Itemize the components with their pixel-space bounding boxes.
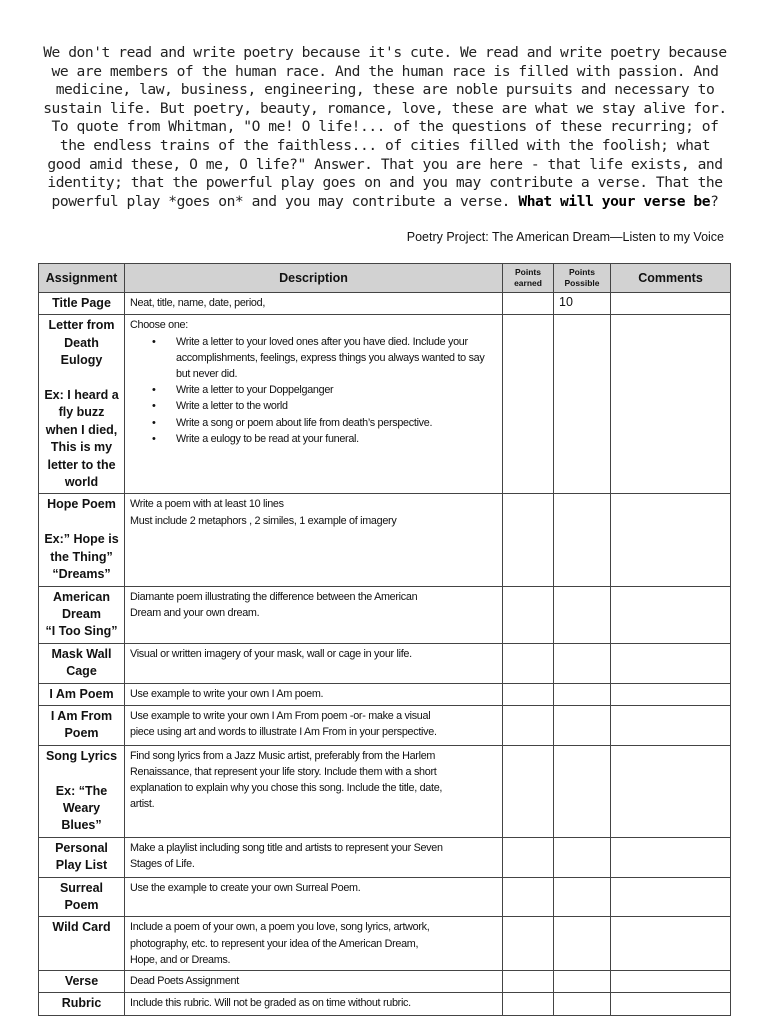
description-cell	[125, 917, 503, 971]
points-earned-cell	[503, 917, 554, 971]
points-possible-cell	[554, 917, 611, 971]
assignment-line: fly buzz	[58, 405, 105, 420]
points-earned-cell	[503, 745, 554, 837]
assignment-line: Song Lyrics	[45, 748, 118, 763]
project-title: Poetry Project: The American Dream—Listen to my Voice	[406, 230, 724, 244]
points-earned-cell	[503, 293, 554, 315]
assignment-cell	[39, 745, 125, 837]
assignment-line: the Thing”	[50, 549, 113, 564]
description-line: Include a poem of your own, a poem you love, song lyrics, artwork,	[130, 921, 430, 934]
description-cell	[125, 586, 503, 643]
table-row	[39, 643, 731, 683]
description-line: Visual or written imagery of your mask, wall or cage in your life.	[130, 647, 412, 660]
points-possible-cell	[554, 705, 611, 745]
points-possible-cell	[554, 877, 611, 917]
comments-cell	[611, 586, 731, 643]
table-row	[39, 293, 731, 315]
description-line: Diamante poem illustrating the difference between the American	[130, 590, 418, 603]
assignment-line: Surreal	[59, 880, 104, 895]
description-cell	[125, 745, 503, 837]
assignment-line: Wild Card	[52, 920, 111, 935]
assignment-line: Rubric	[61, 996, 102, 1011]
description-line: Make a playlist including song title and artists to represent your Seven	[130, 841, 443, 854]
description-cell	[125, 494, 503, 586]
description-line: Hope, and or Dreams.	[130, 953, 231, 966]
comments-cell	[611, 877, 731, 917]
comments-cell	[611, 837, 731, 877]
assignment-cell	[39, 971, 125, 993]
assignment-line: Eulogy	[60, 353, 103, 368]
header-description: Description	[125, 264, 503, 293]
comments-cell	[611, 293, 731, 315]
description-cell	[125, 293, 503, 315]
assignment-cell	[39, 643, 125, 683]
points-earned-cell	[503, 494, 554, 586]
assignment-cell	[39, 315, 125, 494]
assignment-line: Hope Poem	[47, 497, 116, 512]
description-cell	[125, 315, 503, 494]
assignment-line: “Dreams”	[52, 567, 111, 582]
points-earned-cell	[503, 993, 554, 1015]
assignment-cell	[39, 993, 125, 1015]
assignment-line: Ex: “The	[55, 783, 108, 798]
assignment-cell	[39, 293, 125, 315]
table-row	[39, 494, 731, 586]
points-earned-cell	[503, 971, 554, 993]
table-row	[39, 993, 731, 1015]
assignment-line: Cage	[66, 664, 97, 679]
table-row	[39, 683, 731, 705]
points-earned-cell	[503, 643, 554, 683]
points-earned-cell	[503, 837, 554, 877]
description-cell	[125, 971, 503, 993]
description-line: Choose one:	[130, 319, 188, 332]
points-earned-cell	[503, 683, 554, 705]
comments-cell	[611, 917, 731, 971]
comments-cell	[611, 683, 731, 705]
assignment-line: Mask Wall	[51, 646, 112, 661]
assignment-cell	[39, 683, 125, 705]
quote-question-mark: ?	[710, 192, 719, 210]
assignment-line: I Am Poem	[49, 686, 114, 701]
comments-cell	[611, 494, 731, 586]
description-cell	[125, 993, 503, 1015]
table-row	[39, 705, 731, 745]
assignment-line: world	[64, 475, 99, 490]
table-row	[39, 917, 731, 971]
assignment-line: American	[53, 589, 110, 604]
assignment-line: Ex: I heard a	[44, 388, 119, 403]
quote-closing-question: What will your verse be	[518, 192, 711, 210]
table-row	[39, 877, 731, 917]
choice-list	[130, 334, 497, 447]
assignment-line: Dream	[62, 606, 101, 621]
assignment-line: Ex:” Hope is	[44, 532, 119, 547]
assignment-line: Blues”	[61, 818, 102, 833]
assignment-cell	[39, 837, 125, 877]
comments-cell	[611, 993, 731, 1015]
description-line: Find song lyrics from a Jazz Music artist, preferably from the Harlem	[130, 749, 436, 762]
description-line: explanation to explain why you chose this song. Include the title, date,	[130, 782, 443, 795]
assignment-line: “I Too Sing”	[45, 624, 118, 639]
assignment-cell	[39, 705, 125, 745]
assignment-line	[44, 514, 119, 531]
assignment-line: Personal	[55, 840, 108, 855]
assignment-cell	[39, 877, 125, 917]
points-earned-cell	[503, 586, 554, 643]
assignment-line: Verse	[64, 974, 99, 989]
description-cell	[125, 705, 503, 745]
rubric-body	[39, 293, 731, 1016]
choice-item: • Write a letter to your Doppelganger	[130, 382, 497, 398]
table-row	[39, 315, 731, 494]
description-line: Write a poem with at least 10 lines	[130, 498, 284, 511]
description-line: Renaissance, that represent your life story. Include them with a short	[130, 765, 437, 778]
rubric-table	[38, 263, 731, 1016]
table-row	[39, 586, 731, 643]
assignment-line: Death	[64, 335, 99, 350]
points-earned-cell	[503, 705, 554, 745]
description-line: Use the example to create your own Surreal Poem.	[130, 881, 361, 894]
choice-item: • Write a song or poem about life from death’s perspective.	[130, 415, 497, 431]
assignment-line: letter to the	[47, 457, 116, 472]
description-line: Must include 2 metaphors , 2 similes, 1 example of imagery	[130, 514, 397, 527]
points-possible-cell	[554, 745, 611, 837]
description-line: Dream and your own dream.	[130, 606, 260, 619]
quote-text: We don't read and write poetry because it's cute. We read and write poetry because we are members of the human race. And the human race is filled with passion. And medicine, law, business, engineering, these are noble pursuits and necessary to sustain life. But poetry, beauty, romance, love, these are what we stay alive for. To quote from Whitman, "O me! O life!... of the questions of these recurring; of the endless trains of the faithless... of cities filled with the foolish; what good amid these, O me, O life?" Answer. That you are here - that life exists, and identity; that the powerful play goes on and you may contribute a verse. That the powerful play *goes on* and you may contribute a verse.	[43, 44, 727, 210]
points-possible-cell	[554, 494, 611, 586]
points-possible-cell	[554, 837, 611, 877]
assignment-line: This is my	[50, 440, 113, 455]
choice-item: • Write a eulogy to be read at your funeral.	[130, 431, 497, 447]
assignment-line: Letter from	[48, 318, 115, 333]
comments-cell	[611, 745, 731, 837]
comments-cell	[611, 643, 731, 683]
description-line: Use example to write your own I Am poem.	[130, 687, 324, 700]
assignment-line: I Am From	[50, 708, 113, 723]
points-possible-cell	[554, 643, 611, 683]
assignment-line: when I died,	[45, 422, 118, 437]
points-earned-cell	[503, 315, 554, 494]
description-cell	[125, 643, 503, 683]
choice-item: • Write a letter to your loved ones after you have died. Include your accomplishments, feelings, express things you always wanted to say but never did.	[130, 334, 497, 383]
assignment-line: Poem	[64, 726, 99, 741]
assignment-line: Poem	[64, 898, 99, 912]
assignment-cell	[39, 917, 125, 971]
description-line: Use example to write your own I Am From poem -or- make a visual	[130, 709, 431, 722]
points-possible-cell: 10	[554, 293, 611, 315]
points-possible-cell	[554, 315, 611, 494]
header-assignment: Assignment	[39, 264, 125, 293]
choice-item: • Write a letter to the world	[130, 398, 497, 414]
description-cell	[125, 877, 503, 917]
assignment-cell	[39, 586, 125, 643]
header-points-earned: Points earned	[503, 264, 554, 293]
table-row	[39, 971, 731, 993]
header-row	[39, 264, 731, 293]
description-cell	[125, 837, 503, 877]
dead-poets-quote	[40, 44, 730, 211]
table-row	[39, 745, 731, 837]
points-possible-cell	[554, 683, 611, 705]
comments-cell	[611, 315, 731, 494]
assignment-line	[44, 370, 119, 387]
header-comments: Comments	[611, 264, 731, 293]
header-points-possible: Points Possible	[554, 264, 611, 293]
description-line: Include this rubric. Will not be graded as on time without rubric.	[130, 997, 411, 1010]
description-line: Stages of Life.	[130, 857, 195, 870]
description-line: artist.	[130, 798, 155, 811]
points-possible-cell	[554, 971, 611, 993]
description-line: piece using art and words to illustrate I Am From in your perspective.	[130, 726, 437, 739]
description-line: photography, etc. to represent your idea of the American Dream,	[130, 937, 419, 950]
points-possible-cell	[554, 586, 611, 643]
description-line: Dead Poets Assignment	[130, 975, 239, 988]
assignment-line: Title Page	[52, 296, 111, 310]
comments-cell	[611, 971, 731, 993]
description-cell	[125, 683, 503, 705]
assignment-line: Weary	[62, 800, 101, 815]
points-earned-cell	[503, 877, 554, 917]
points-possible-cell	[554, 993, 611, 1015]
table-row	[39, 837, 731, 877]
comments-cell	[611, 705, 731, 745]
description-line: Neat, title, name, date, period,	[130, 297, 266, 309]
assignment-line: Play List	[55, 858, 108, 873]
assignment-cell	[39, 494, 125, 586]
assignment-line	[44, 765, 119, 782]
